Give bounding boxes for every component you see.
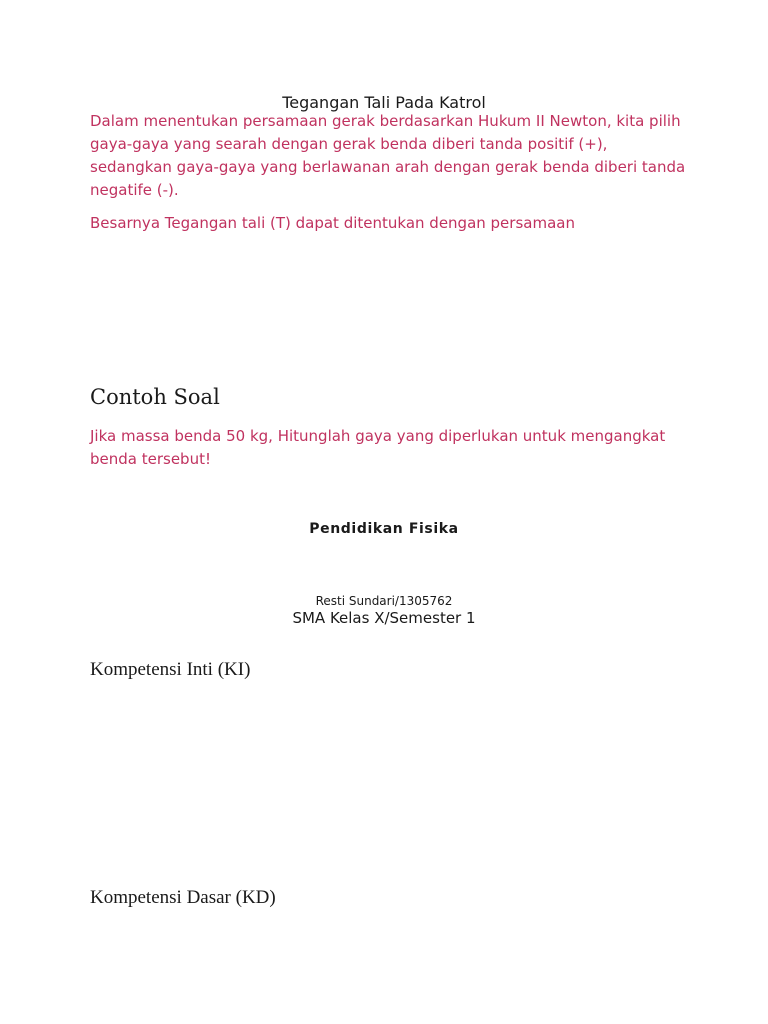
page-title: Tegangan Tali Pada Katrol [282,93,486,112]
author-label: Resti Sundari/1305762 [315,594,453,608]
subject-label: Pendidikan Fisika [309,521,459,537]
example-question: Jika massa benda 50 kg, Hitunglah gaya yang diperlukan untuk mengangkat benda tersebut! [90,427,666,468]
tension-paragraph: Besarnya Tegangan tali (T) dapat ditentukan dengan persamaan [90,214,575,232]
class-semester-label: SMA Kelas X/Semester 1 [292,609,476,627]
ki-heading: Kompetensi Inti (KI) [90,659,251,680]
example-heading: Contoh Soal [90,385,220,409]
intro-paragraph: Dalam menentukan persamaan gerak berdasarkan Hukum II Newton, kita pilih gaya-gaya yang searah dengan gerak benda diberi tanda positif (+), sedangkan gaya-gaya yang berlawanan arah dengan gerak benda diberi tanda negatife (-). [90,112,686,199]
kd-heading: Kompetensi Dasar (KD) [90,887,276,908]
